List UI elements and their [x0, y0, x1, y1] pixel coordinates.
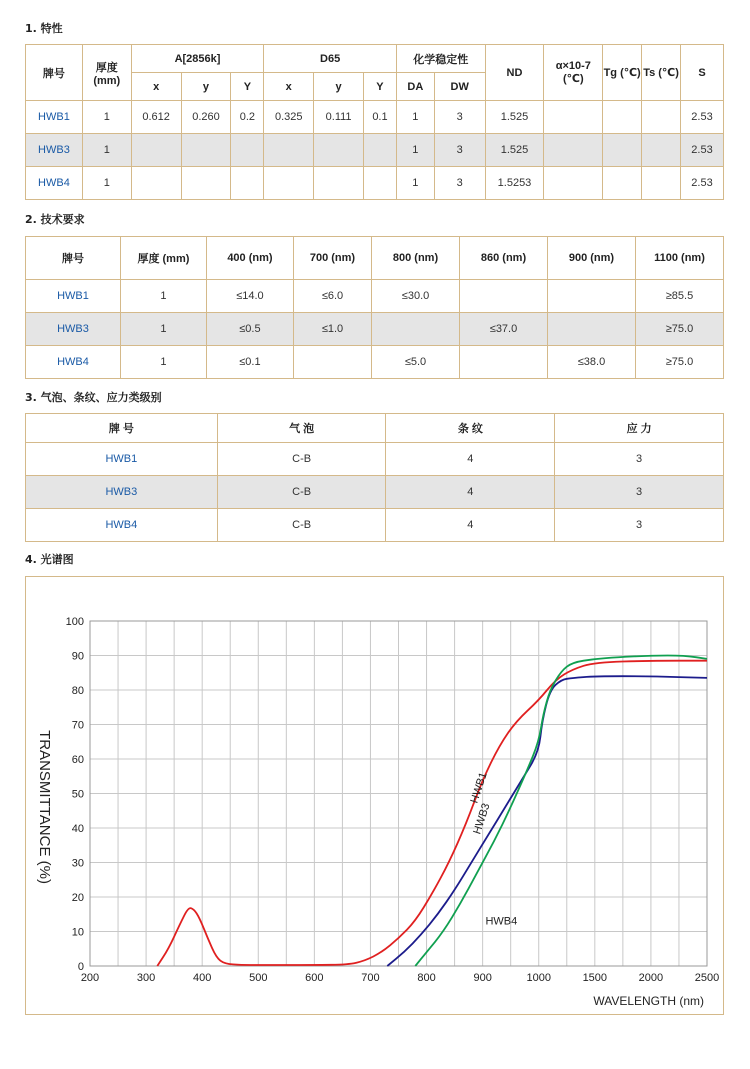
x-axis-label: WAVELENGTH (nm)	[593, 994, 704, 1008]
table-cell: C-B	[217, 443, 386, 476]
table-cell	[603, 167, 642, 200]
header-tg: Tg (℃)	[603, 45, 642, 101]
table-row	[26, 346, 724, 379]
header-d-Y: Y	[364, 73, 397, 101]
table-cell: ≥75.0	[635, 313, 723, 346]
table-cell	[181, 167, 231, 200]
header-thickness: 厚度 (mm)	[82, 45, 131, 101]
table-cell: 3	[434, 167, 485, 200]
header-brand: 牌 号	[26, 414, 218, 443]
table-cell	[364, 134, 397, 167]
table-cell	[548, 280, 636, 313]
header-brand: 牌号	[26, 237, 121, 280]
table-cell: 3	[434, 134, 485, 167]
table-cell: ≥75.0	[635, 346, 723, 379]
table-cell	[231, 167, 264, 200]
header-alpha: α×10-7 (℃)	[544, 45, 603, 101]
curve-label: HWB3	[471, 801, 493, 836]
header-a-Y: Y	[231, 73, 264, 101]
table-cell: ≤5.0	[372, 346, 460, 379]
header-400nm: 400 (nm)	[206, 237, 293, 280]
table-cell: 1	[120, 346, 206, 379]
table-cell: 0.111	[314, 101, 364, 134]
table-cell	[231, 134, 264, 167]
section-title-requirements: 2. 技术要求	[25, 213, 85, 226]
table-cell: 1	[396, 134, 434, 167]
table-row	[26, 443, 724, 476]
brand-cell: HWB3	[26, 313, 121, 346]
header-a2856k: A[2856k]	[131, 45, 264, 73]
header-dw: DW	[434, 73, 485, 101]
header-chem-stability: 化学稳定性	[396, 45, 485, 73]
table-cell: 3	[434, 101, 485, 134]
table-cell: 1	[396, 101, 434, 134]
y-tick-label: 40	[71, 823, 84, 835]
table-cell: 1	[120, 280, 206, 313]
chart-series	[157, 656, 707, 967]
x-tick-label: 400	[193, 972, 212, 984]
requirements-table	[25, 236, 724, 379]
table-cell: ≤1.0	[293, 313, 371, 346]
table-cell: 4	[386, 443, 555, 476]
brand-cell: HWB1	[26, 101, 83, 134]
section-title-properties: 1. 特性	[25, 22, 63, 35]
header-nd: ND	[485, 45, 544, 101]
table-cell: 2.53	[681, 134, 724, 167]
table-cell	[544, 134, 603, 167]
table-row	[26, 476, 724, 509]
header-brand: 牌号	[26, 45, 83, 101]
series-line-hwb3	[387, 676, 707, 966]
table-cell	[460, 280, 548, 313]
x-tick-label: 600	[305, 972, 324, 984]
table-cell	[544, 167, 603, 200]
table-cell	[131, 134, 181, 167]
table-cell: 3	[555, 509, 724, 542]
x-tick-label: 1000	[526, 972, 551, 984]
header-thickness: 厚度 (mm)	[120, 237, 206, 280]
header-d-y: y	[314, 73, 364, 101]
table-cell	[642, 101, 681, 134]
grades-table	[25, 413, 724, 542]
header-d-x: x	[264, 73, 314, 101]
chart-ticks	[66, 616, 720, 984]
x-tick-label: 200	[80, 972, 100, 984]
x-tick-label: 2000	[638, 972, 664, 984]
table-cell	[460, 346, 548, 379]
y-tick-label: 30	[71, 857, 84, 870]
header-bubbles: 气 泡	[217, 414, 386, 443]
header-1100nm: 1100 (nm)	[635, 237, 723, 280]
y-tick-label: 100	[65, 616, 84, 628]
table-cell	[131, 167, 181, 200]
table-cell: 1	[396, 167, 434, 200]
series-line-hwb4	[415, 656, 707, 967]
table-cell: ≤6.0	[293, 280, 371, 313]
x-tick-label: 700	[361, 972, 380, 984]
table-row	[26, 313, 724, 346]
table-cell	[181, 134, 231, 167]
curve-label: HWB4	[485, 915, 518, 928]
table-cell	[603, 101, 642, 134]
table-cell	[264, 167, 314, 200]
table-cell	[314, 167, 364, 200]
x-tick-label: 2500	[694, 972, 720, 984]
table-cell: ≤0.5	[206, 313, 293, 346]
header-a-y: y	[181, 73, 231, 101]
table-cell: 2.53	[681, 101, 724, 134]
table-cell: ≤0.1	[206, 346, 293, 379]
y-tick-label: 90	[71, 650, 84, 663]
table-cell: 3	[555, 443, 724, 476]
table-cell: 0.2	[231, 101, 264, 134]
y-tick-label: 80	[71, 685, 84, 697]
x-tick-label: 800	[417, 972, 436, 984]
table-cell: 1	[120, 313, 206, 346]
y-tick-label: 70	[71, 719, 84, 732]
y-tick-label: 60	[71, 754, 84, 766]
table-cell: 1.525	[485, 134, 544, 167]
curve-label: HWB1	[468, 770, 490, 805]
table-row	[26, 280, 724, 313]
header-s: S	[681, 45, 724, 101]
brand-cell: HWB4	[26, 167, 83, 200]
table-cell: 1	[82, 134, 131, 167]
table-cell: 0.325	[264, 101, 314, 134]
table-row	[26, 167, 724, 200]
header-striae: 条 纹	[386, 414, 555, 443]
x-tick-label: 1500	[582, 972, 608, 984]
table-cell: C-B	[217, 509, 386, 542]
table-cell: ≤30.0	[372, 280, 460, 313]
y-axis-label: TRANSMITTANCE (%)	[36, 730, 53, 884]
table-cell: ≤14.0	[206, 280, 293, 313]
table-row	[26, 134, 724, 167]
table-cell: 2.53	[681, 167, 724, 200]
brand-cell: HWB3	[26, 476, 218, 509]
x-tick-label: 300	[136, 972, 156, 984]
table-cell	[364, 167, 397, 200]
table-cell	[642, 167, 681, 200]
table-cell: 1	[82, 101, 131, 134]
spectrum-chart	[26, 577, 723, 1014]
table-row	[26, 101, 724, 134]
brand-cell: HWB4	[26, 346, 121, 379]
y-tick-label: 50	[71, 788, 84, 801]
y-tick-label: 10	[71, 926, 84, 939]
table-cell	[293, 346, 371, 379]
table-cell	[548, 313, 636, 346]
chart-grid	[90, 621, 707, 966]
properties-table	[25, 44, 724, 200]
brand-cell: HWB1	[26, 280, 121, 313]
header-ts: Ts (℃)	[642, 45, 681, 101]
table-cell: ≤38.0	[548, 346, 636, 379]
table-cell	[544, 101, 603, 134]
table-cell: 0.612	[131, 101, 181, 134]
table-cell	[372, 313, 460, 346]
header-800nm: 800 (nm)	[372, 237, 460, 280]
table-cell: 0.1	[364, 101, 397, 134]
table-cell: 1.5253	[485, 167, 544, 200]
table-cell: 1.525	[485, 101, 544, 134]
table-cell: ≤37.0	[460, 313, 548, 346]
table-cell: 3	[555, 476, 724, 509]
header-860nm: 860 (nm)	[460, 237, 548, 280]
table-cell	[314, 134, 364, 167]
table-cell: 4	[386, 476, 555, 509]
table-cell	[642, 134, 681, 167]
table-cell: C-B	[217, 476, 386, 509]
table-cell: 0.260	[181, 101, 231, 134]
header-a-x: x	[131, 73, 181, 101]
section-title-grades: 3. 气泡、条纹、应力类级别	[25, 391, 162, 404]
spectrum-chart-frame	[25, 576, 724, 1015]
brand-cell: HWB3	[26, 134, 83, 167]
brand-cell: HWB4	[26, 509, 218, 542]
table-cell: ≥85.5	[635, 280, 723, 313]
header-700nm: 700 (nm)	[293, 237, 371, 280]
table-cell	[603, 134, 642, 167]
header-stress: 应 力	[555, 414, 724, 443]
section-title-spectrum: 4. 光谱图	[25, 553, 74, 566]
table-cell: 1	[82, 167, 131, 200]
table-row	[26, 509, 724, 542]
brand-cell: HWB1	[26, 443, 218, 476]
header-900nm: 900 (nm)	[548, 237, 636, 280]
table-cell	[264, 134, 314, 167]
header-d65: D65	[264, 45, 397, 73]
y-tick-label: 0	[77, 961, 84, 973]
x-tick-label: 900	[473, 972, 492, 984]
y-tick-label: 20	[71, 892, 84, 904]
table-cell: 4	[386, 509, 555, 542]
header-da: DA	[396, 73, 434, 101]
chart-annotations	[468, 771, 517, 928]
x-tick-label: 500	[249, 972, 268, 984]
